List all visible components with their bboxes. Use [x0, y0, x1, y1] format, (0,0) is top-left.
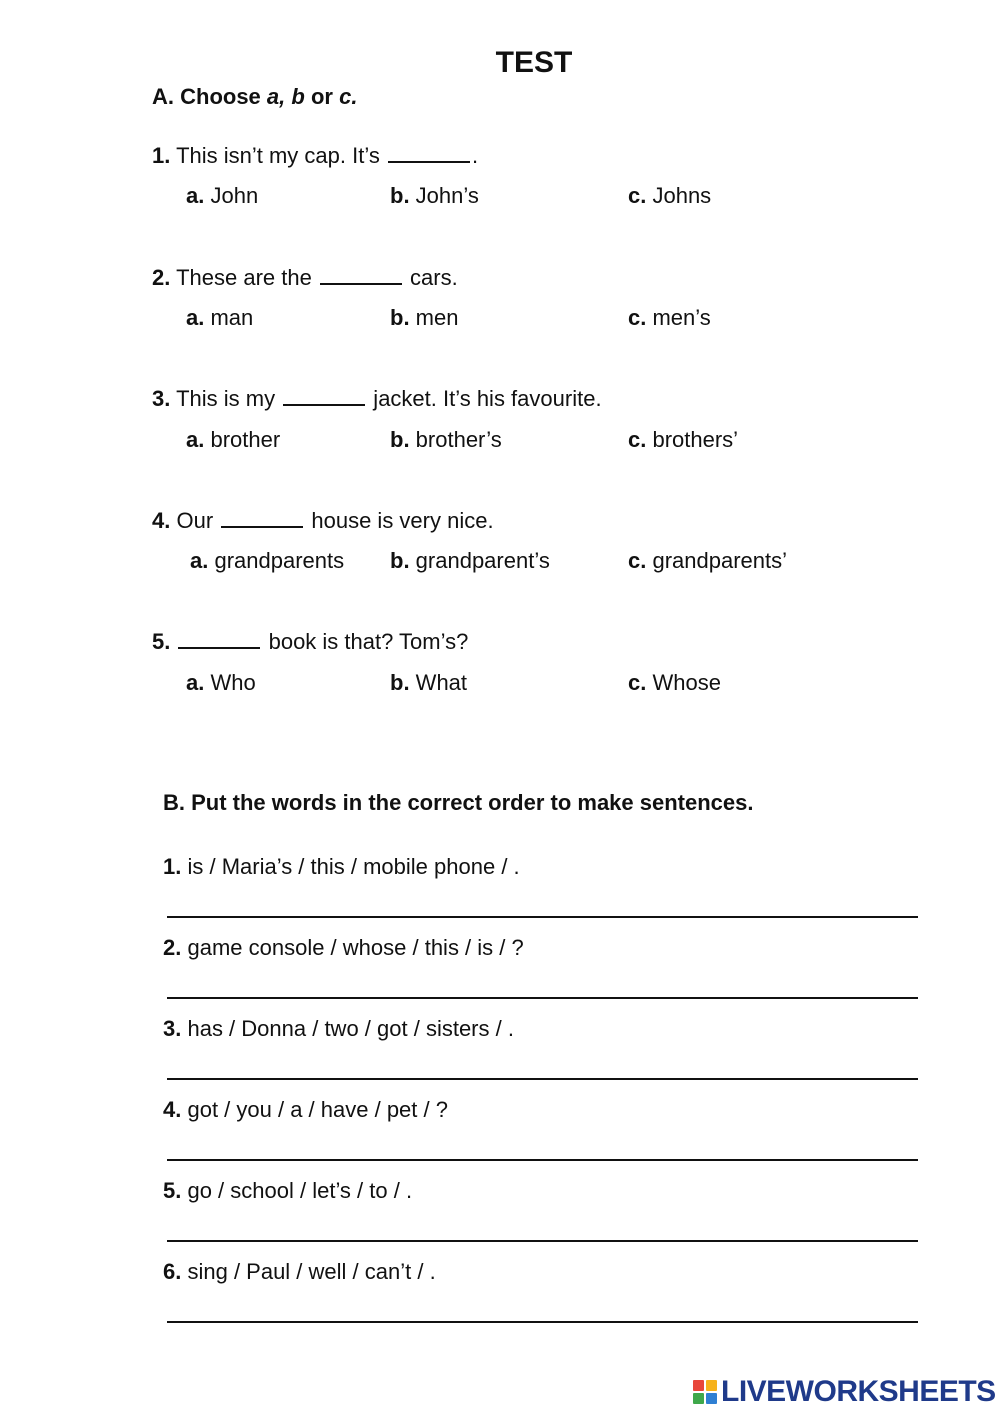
option-c[interactable]: c. brothers’ — [628, 427, 739, 452]
answer-blank[interactable] — [388, 143, 470, 163]
option-c[interactable]: c. grandparents’ — [628, 548, 788, 573]
liveworksheets-logo[interactable] — [693, 1375, 996, 1409]
sentence-item-3: 3. has / Donna / two / got / sisters / . — [163, 1016, 514, 1041]
option-b[interactable]: b. brother’s — [390, 427, 502, 452]
question-1: 1. This isn’t my cap. It’s . — [152, 143, 479, 168]
page-title: TEST — [495, 46, 573, 79]
question-5: 5. book is that? Tom’s? — [152, 629, 469, 654]
answer-line-2[interactable] — [167, 997, 918, 999]
answer-blank[interactable] — [221, 508, 303, 528]
option-a[interactable]: a. grandparents — [190, 548, 345, 573]
option-a[interactable]: a. brother — [186, 427, 281, 452]
logo-square — [693, 1393, 704, 1404]
question-3: 3. This is my jacket. It’s his favourite. — [152, 386, 602, 411]
answer-line-5[interactable] — [167, 1240, 918, 1242]
answer-line-6[interactable] — [167, 1321, 918, 1323]
option-a[interactable]: a. Who — [186, 670, 256, 695]
answer-line-3[interactable] — [167, 1078, 918, 1080]
option-a[interactable]: a. man — [186, 305, 254, 330]
option-b[interactable]: b. What — [390, 670, 468, 695]
option-a[interactable]: a. John — [186, 183, 259, 208]
option-b[interactable]: b. grandparent’s — [390, 548, 550, 573]
answer-line-1[interactable] — [167, 916, 918, 918]
logo-square — [706, 1380, 717, 1391]
option-c[interactable]: c. Johns — [628, 183, 712, 208]
question-4: 4. Our house is very nice. — [152, 508, 494, 533]
question-2: 2. These are the cars. — [152, 265, 458, 290]
sentence-item-1: 1. is / Maria’s / this / mobile phone / . — [163, 854, 520, 879]
sentence-item-2: 2. game console / whose / this / is / ? — [163, 935, 524, 960]
logo-text: LIVEWORKSHEETS — [721, 1375, 996, 1408]
logo-square — [693, 1380, 704, 1391]
logo-squares-icon — [693, 1380, 717, 1404]
option-c[interactable]: c. Whose — [628, 670, 721, 695]
logo-square — [706, 1393, 717, 1404]
option-b[interactable]: b. John’s — [390, 183, 479, 208]
answer-line-4[interactable] — [167, 1159, 918, 1161]
answer-blank[interactable] — [283, 386, 365, 406]
answer-blank[interactable] — [320, 265, 402, 285]
answer-blank[interactable] — [178, 629, 260, 649]
option-b[interactable]: b. men — [390, 305, 459, 330]
section-a-heading: A. Choose a, b or c. — [152, 84, 358, 109]
option-c[interactable]: c. men’s — [628, 305, 711, 330]
sentence-item-5: 5. go / school / let’s / to / . — [163, 1178, 413, 1203]
sentence-item-6: 6. sing / Paul / well / can’t / . — [163, 1259, 436, 1284]
section-b-heading: B. Put the words in the correct order to make sentences. — [163, 790, 754, 815]
sentence-item-4: 4. got / you / a / have / pet / ? — [163, 1097, 448, 1122]
